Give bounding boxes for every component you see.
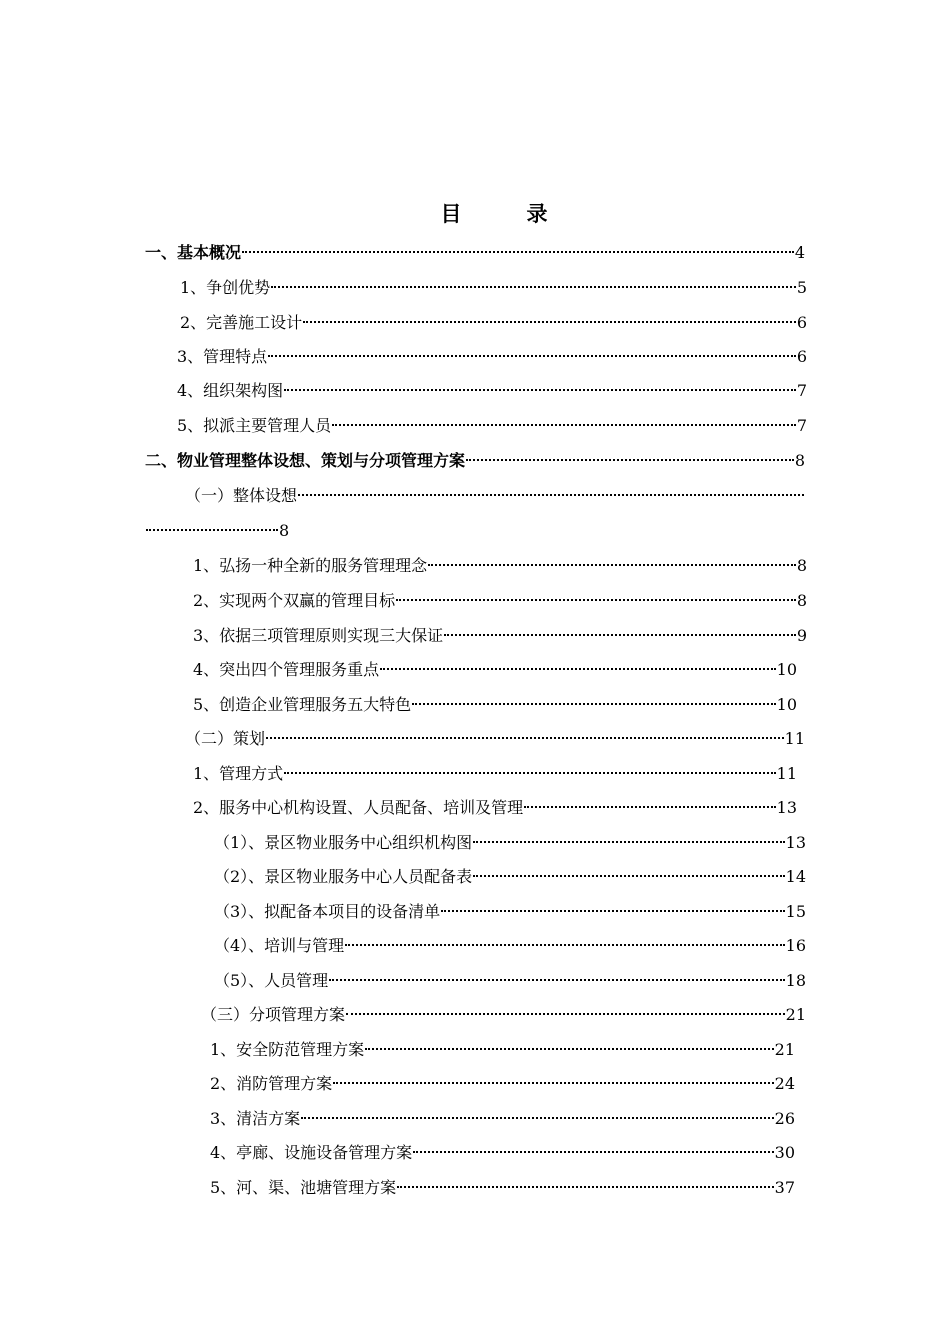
toc-page-number: 21	[774, 1040, 795, 1059]
toc-dot-leader	[396, 586, 796, 606]
toc-entry-16[interactable]	[193, 793, 797, 817]
page-title: 目 录	[440, 201, 570, 226]
toc-entry-6[interactable]	[177, 411, 807, 435]
toc-entry-17[interactable]	[214, 828, 806, 852]
toc-dot-leader	[301, 1104, 773, 1124]
toc-dot-leader	[284, 376, 796, 396]
toc-dot-leader	[413, 1138, 773, 1158]
toc-entry-23[interactable]	[210, 1035, 795, 1059]
toc-dot-leader	[333, 1069, 773, 1089]
toc-page-number: 7	[796, 381, 807, 400]
toc-page-number: 8	[279, 521, 290, 540]
toc-entry-label: 3、依据三项管理原则实现三大保证	[193, 626, 444, 645]
toc-page-number: 16	[785, 936, 806, 955]
toc-dot-leader	[298, 481, 804, 501]
toc-dot-leader	[365, 1035, 773, 1055]
toc-entry-15[interactable]	[193, 759, 797, 783]
toc-entry-label: 1、弘扬一种全新的服务管理理念	[193, 556, 428, 575]
toc-entry-4[interactable]	[177, 342, 807, 366]
toc-page-number: 4	[794, 243, 805, 262]
toc-entry-label: （3）、拟配备本项目的设备清单	[214, 902, 441, 921]
toc-entry-22[interactable]	[201, 1000, 806, 1024]
toc-dot-leader	[444, 621, 796, 641]
toc-page-number: 10	[776, 695, 797, 714]
toc-entry-label: 5、河、渠、池塘管理方案	[210, 1178, 397, 1197]
toc-entry-label: 2、消防管理方案	[210, 1074, 333, 1093]
toc-entry-20[interactable]	[214, 931, 806, 955]
toc-entry-label: （一）整体设想	[185, 486, 298, 505]
toc-dot-leader	[428, 551, 796, 571]
toc-entry-9[interactable]	[193, 551, 807, 575]
toc-page-number: 6	[796, 347, 807, 366]
toc-page-number: 13	[776, 798, 797, 817]
toc-entry-label: 2、完善施工设计	[180, 313, 303, 332]
toc-entry-label: 1、争创优势	[180, 278, 271, 297]
toc-entry-21[interactable]	[214, 966, 806, 990]
toc-page-number: 21	[785, 1005, 806, 1024]
toc-entry-5[interactable]	[177, 376, 807, 400]
toc-page-number: 10	[776, 660, 797, 679]
toc-dot-leader	[329, 966, 784, 986]
toc-entry-2[interactable]	[180, 273, 807, 297]
toc-page-number: 13	[785, 833, 806, 852]
toc-entry-label: 一、基本概况	[145, 243, 242, 262]
toc-entry-8[interactable]	[185, 481, 805, 505]
toc-entry-label: 4、突出四个管理服务重点	[193, 660, 380, 679]
toc-entry-label: （2）、景区物业服务中心人员配备表	[214, 867, 473, 886]
toc-page-number: 37	[774, 1178, 795, 1197]
toc-dot-leader	[242, 238, 794, 258]
toc-entry-label: （5）、人员管理	[214, 971, 329, 990]
toc-page-number: 8	[796, 591, 807, 610]
toc-page-number: 6	[796, 313, 807, 332]
toc-entry-label: 5、创造企业管理服务五大特色	[193, 695, 412, 714]
toc-page-number: 18	[785, 971, 806, 990]
toc-page-number: 26	[774, 1109, 795, 1128]
toc-entry-19[interactable]	[214, 897, 806, 921]
toc-dot-leader	[397, 1173, 773, 1193]
toc-entry-label: 5、拟派主要管理人员	[177, 416, 332, 435]
toc-entry-11[interactable]	[193, 621, 807, 645]
toc-entry-18[interactable]	[214, 862, 806, 886]
toc-entry-8-continued[interactable]	[145, 516, 290, 540]
toc-entry-24[interactable]	[210, 1069, 795, 1093]
toc-entry-label: （1）、景区物业服务中心组织机构图	[214, 833, 473, 852]
toc-entry-3[interactable]	[180, 308, 807, 332]
toc-entry-label: 3、清洁方案	[210, 1109, 301, 1128]
toc-page-number: 24	[774, 1074, 795, 1093]
toc-page-number: 30	[774, 1143, 795, 1162]
toc-entry-label: 1、安全防范管理方案	[210, 1040, 365, 1059]
toc-dot-leader	[268, 342, 796, 362]
toc-entry-label: 4、组织架构图	[177, 381, 284, 400]
toc-page-number: 14	[785, 867, 806, 886]
toc-entry-label: 2、实现两个双赢的管理目标	[193, 591, 396, 610]
toc-entry-10[interactable]	[193, 586, 807, 610]
toc-entry-27[interactable]	[210, 1173, 795, 1197]
toc-entry-25[interactable]	[210, 1104, 795, 1128]
toc-entry-1[interactable]	[145, 238, 805, 262]
toc-entry-7[interactable]	[145, 446, 805, 470]
toc-entry-label: （三）分项管理方案	[201, 1005, 346, 1024]
toc-dot-leader	[473, 862, 784, 882]
toc-page-number: 11	[776, 764, 797, 783]
toc-dot-leader	[346, 1000, 785, 1020]
toc-dot-leader	[332, 411, 796, 431]
toc-dot-leader	[271, 273, 796, 293]
toc-entry-label: 二、物业管理整体设想、策划与分项管理方案	[145, 451, 466, 470]
toc-page-number: 9	[796, 626, 807, 645]
toc-entry-14[interactable]	[185, 724, 805, 748]
toc-dot-leader	[524, 793, 775, 813]
toc-dot-leader	[266, 724, 784, 744]
toc-page-number: 7	[796, 416, 807, 435]
toc-entry-label: 3、管理特点	[177, 347, 268, 366]
toc-entry-13[interactable]	[193, 690, 797, 714]
toc-entry-label: （4）、培训与管理	[214, 936, 345, 955]
toc-dot-leader	[473, 828, 784, 848]
toc-dot-leader	[380, 655, 775, 675]
toc-dot-leader	[412, 690, 775, 710]
toc-page-number: 15	[785, 902, 806, 921]
toc-entry-label: 1、管理方式	[193, 764, 284, 783]
toc-dot-leader	[466, 446, 794, 466]
toc-entry-label: 2、服务中心机构设置、人员配备、培训及管理	[193, 798, 524, 817]
toc-entry-26[interactable]	[210, 1138, 795, 1162]
toc-entry-label: （二）策划	[185, 729, 266, 748]
toc-dot-leader	[303, 308, 796, 328]
toc-page-number: 11	[784, 729, 805, 748]
toc-entry-12[interactable]	[193, 655, 797, 679]
toc-dot-leader	[146, 516, 278, 536]
toc-entry-label: 4、亭廊、设施设备管理方案	[210, 1143, 413, 1162]
toc-dot-leader	[441, 897, 784, 917]
toc-page-number: 8	[794, 451, 805, 470]
toc-page-number: 8	[796, 556, 807, 575]
toc-page-number: 5	[796, 278, 807, 297]
toc-dot-leader	[345, 931, 784, 951]
toc-dot-leader	[284, 759, 775, 779]
